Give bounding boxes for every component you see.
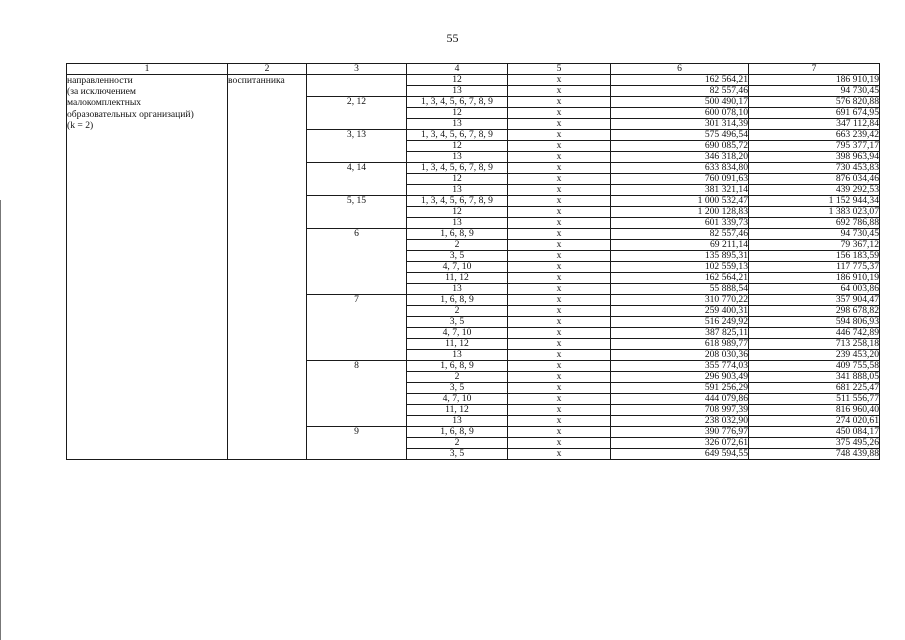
value-col7-cell: 1 152 944,34 — [749, 196, 880, 207]
value-col7-cell: 594 806,93 — [749, 317, 880, 328]
value-col6-cell: 310 770,22 — [611, 295, 749, 306]
value-col6-cell: 708 997,39 — [611, 405, 749, 416]
table-row — [67, 75, 880, 86]
value-col7-cell: 446 742,89 — [749, 328, 880, 339]
mark-cell: х — [508, 295, 611, 306]
mark-cell: х — [508, 372, 611, 383]
value-col7-cell: 730 453,83 — [749, 163, 880, 174]
age-group-cell: 1, 3, 4, 5, 6, 7, 8, 9 — [407, 196, 508, 207]
value-col6-cell: 1 000 532,47 — [611, 196, 749, 207]
age-group-cell: 13 — [407, 218, 508, 229]
value-col6-cell: 601 339,73 — [611, 218, 749, 229]
age-group-cell: 3, 5 — [407, 383, 508, 394]
value-col7-cell: 692 786,88 — [749, 218, 880, 229]
value-col6-cell: 600 078,10 — [611, 108, 749, 119]
age-group-cell: 4, 7, 10 — [407, 394, 508, 405]
value-col6-cell: 591 256,29 — [611, 383, 749, 394]
age-group-cell: 1, 3, 4, 5, 6, 7, 8, 9 — [407, 97, 508, 108]
value-col7-cell: 375 495,26 — [749, 438, 880, 449]
value-col7-cell: 398 963,94 — [749, 152, 880, 163]
pupil-category-cell: воспитанника — [228, 75, 307, 460]
value-col7-cell: 298 678,82 — [749, 306, 880, 317]
value-col7-cell: 748 439,88 — [749, 449, 880, 460]
value-col6-cell: 162 564,21 — [611, 273, 749, 284]
value-col7-cell: 239 453,20 — [749, 350, 880, 361]
header-cell-2: 2 — [228, 64, 307, 75]
group-code-cell: 8 — [307, 361, 407, 427]
value-col7-cell: 79 367,12 — [749, 240, 880, 251]
value-col7-cell: 94 730,45 — [749, 86, 880, 97]
value-col7-cell: 576 820,88 — [749, 97, 880, 108]
value-col6-cell: 444 079,86 — [611, 394, 749, 405]
value-col7-cell: 409 755,58 — [749, 361, 880, 372]
mark-cell: х — [508, 273, 611, 284]
mark-cell: х — [508, 361, 611, 372]
value-col6-cell: 1 200 128,83 — [611, 207, 749, 218]
value-col7-cell: 816 960,40 — [749, 405, 880, 416]
group-code-cell: 6 — [307, 229, 407, 295]
mark-cell: х — [508, 218, 611, 229]
value-col6-cell: 516 249,92 — [611, 317, 749, 328]
value-col7-cell: 876 034,46 — [749, 174, 880, 185]
value-col6-cell: 575 496,54 — [611, 130, 749, 141]
value-col6-cell: 82 557,46 — [611, 229, 749, 240]
value-col6-cell: 69 211,14 — [611, 240, 749, 251]
value-col6-cell: 633 834,80 — [611, 163, 749, 174]
age-group-cell: 12 — [407, 75, 508, 86]
mark-cell: х — [508, 152, 611, 163]
value-col7-cell: 341 888,05 — [749, 372, 880, 383]
value-col6-cell: 649 594,55 — [611, 449, 749, 460]
mark-cell: х — [508, 196, 611, 207]
value-col7-cell: 186 910,19 — [749, 273, 880, 284]
header-cell-3: 3 — [307, 64, 407, 75]
age-group-cell: 2 — [407, 438, 508, 449]
mark-cell: х — [508, 262, 611, 273]
age-group-cell: 12 — [407, 174, 508, 185]
program-description-cell — [67, 75, 228, 460]
value-col7-cell: 1 383 023,07 — [749, 207, 880, 218]
value-col7-cell: 663 239,42 — [749, 130, 880, 141]
mark-cell: х — [508, 416, 611, 427]
mark-cell: х — [508, 350, 611, 361]
age-group-cell: 11, 12 — [407, 339, 508, 350]
value-col6-cell: 500 490,17 — [611, 97, 749, 108]
value-col7-cell: 439 292,53 — [749, 185, 880, 196]
value-col6-cell: 55 888,54 — [611, 284, 749, 295]
value-col7-cell: 713 258,18 — [749, 339, 880, 350]
header-cell-1: 1 — [67, 64, 228, 75]
age-group-cell: 12 — [407, 141, 508, 152]
value-col6-cell: 326 072,61 — [611, 438, 749, 449]
program-description-line: (за исключением — [67, 86, 136, 98]
program-description-line: (k = 2) — [67, 119, 94, 131]
tariff-table — [66, 63, 880, 460]
mark-cell: х — [508, 394, 611, 405]
mark-cell: х — [508, 207, 611, 218]
group-code-cell: 5, 15 — [307, 196, 407, 229]
mark-cell: х — [508, 185, 611, 196]
value-col6-cell: 135 895,31 — [611, 251, 749, 262]
value-col7-cell: 357 904,47 — [749, 295, 880, 306]
header-row — [67, 64, 880, 75]
program-description-line: малокомплектных — [67, 97, 142, 109]
value-col7-cell: 274 020,61 — [749, 416, 880, 427]
mark-cell: х — [508, 251, 611, 262]
age-group-cell: 2 — [407, 372, 508, 383]
age-group-cell: 3, 5 — [407, 251, 508, 262]
mark-cell: х — [508, 86, 611, 97]
mark-cell: х — [508, 163, 611, 174]
age-group-cell: 3, 5 — [407, 317, 508, 328]
mark-cell: х — [508, 108, 611, 119]
age-group-cell: 4, 7, 10 — [407, 262, 508, 273]
mark-cell: х — [508, 306, 611, 317]
header-cell-7: 7 — [749, 64, 880, 75]
mark-cell: х — [508, 240, 611, 251]
age-group-cell: 13 — [407, 152, 508, 163]
mark-cell: х — [508, 119, 611, 130]
value-col6-cell: 301 314,39 — [611, 119, 749, 130]
value-col6-cell: 296 903,49 — [611, 372, 749, 383]
value-col6-cell: 387 825,11 — [611, 328, 749, 339]
mark-cell: х — [508, 229, 611, 240]
value-col7-cell: 511 556,77 — [749, 394, 880, 405]
mark-cell: х — [508, 97, 611, 108]
age-group-cell: 11, 12 — [407, 405, 508, 416]
value-col6-cell: 346 318,20 — [611, 152, 749, 163]
header-cell-5: 5 — [508, 64, 611, 75]
age-group-cell: 11, 12 — [407, 273, 508, 284]
age-group-cell: 1, 6, 8, 9 — [407, 427, 508, 438]
age-group-cell: 13 — [407, 284, 508, 295]
mark-cell: х — [508, 328, 611, 339]
header-cell-6: 6 — [611, 64, 749, 75]
mark-cell: х — [508, 438, 611, 449]
age-group-cell: 13 — [407, 350, 508, 361]
mark-cell: х — [508, 130, 611, 141]
value-col7-cell: 94 730,45 — [749, 229, 880, 240]
program-description-line: направленности — [67, 75, 133, 86]
age-group-cell: 13 — [407, 416, 508, 427]
age-group-cell: 12 — [407, 207, 508, 218]
mark-cell: х — [508, 339, 611, 350]
value-col7-cell: 186 910,19 — [749, 75, 880, 86]
mark-cell: х — [508, 449, 611, 460]
value-col7-cell: 156 183,59 — [749, 251, 880, 262]
mark-cell: х — [508, 383, 611, 394]
value-col6-cell: 208 030,36 — [611, 350, 749, 361]
group-code-cell: 9 — [307, 427, 407, 460]
age-group-cell: 13 — [407, 119, 508, 130]
value-col6-cell: 390 776,97 — [611, 427, 749, 438]
value-col7-cell: 450 084,17 — [749, 427, 880, 438]
age-group-cell: 1, 3, 4, 5, 6, 7, 8, 9 — [407, 163, 508, 174]
age-group-cell: 4, 7, 10 — [407, 328, 508, 339]
group-code-cell — [307, 75, 407, 97]
mark-cell: х — [508, 317, 611, 328]
age-group-cell: 13 — [407, 86, 508, 97]
value-col7-cell: 681 225,47 — [749, 383, 880, 394]
value-col7-cell: 691 674,95 — [749, 108, 880, 119]
age-group-cell: 12 — [407, 108, 508, 119]
group-code-cell: 2, 12 — [307, 97, 407, 130]
mark-cell: х — [508, 427, 611, 438]
group-code-cell: 3, 13 — [307, 130, 407, 163]
value-col6-cell: 760 091,63 — [611, 174, 749, 185]
header-cell-4: 4 — [407, 64, 508, 75]
scan-edge-line — [0, 200, 1, 640]
age-group-cell: 2 — [407, 306, 508, 317]
program-description-line: образовательных организаций) — [67, 108, 194, 120]
mark-cell: х — [508, 405, 611, 416]
group-code-cell: 4, 14 — [307, 163, 407, 196]
value-col7-cell: 64 003,86 — [749, 284, 880, 295]
value-col6-cell: 238 032,90 — [611, 416, 749, 427]
value-col6-cell: 381 321,14 — [611, 185, 749, 196]
age-group-cell: 1, 3, 4, 5, 6, 7, 8, 9 — [407, 130, 508, 141]
tariff-table-body — [67, 64, 880, 460]
value-col6-cell: 162 564,21 — [611, 75, 749, 86]
value-col6-cell: 355 774,03 — [611, 361, 749, 372]
mark-cell: х — [508, 75, 611, 86]
age-group-cell: 1, 6, 8, 9 — [407, 361, 508, 372]
value-col6-cell: 618 989,77 — [611, 339, 749, 350]
age-group-cell: 1, 6, 8, 9 — [407, 229, 508, 240]
value-col6-cell: 690 085,72 — [611, 141, 749, 152]
group-code-cell: 7 — [307, 295, 407, 361]
mark-cell: х — [508, 141, 611, 152]
value-col6-cell: 259 400,31 — [611, 306, 749, 317]
value-col6-cell: 82 557,46 — [611, 86, 749, 97]
value-col7-cell: 795 377,17 — [749, 141, 880, 152]
mark-cell: х — [508, 284, 611, 295]
value-col6-cell: 102 559,13 — [611, 262, 749, 273]
value-col7-cell: 117 775,37 — [749, 262, 880, 273]
age-group-cell: 2 — [407, 240, 508, 251]
age-group-cell: 1, 6, 8, 9 — [407, 295, 508, 306]
value-col7-cell: 347 112,84 — [749, 119, 880, 130]
age-group-cell: 13 — [407, 185, 508, 196]
age-group-cell: 3, 5 — [407, 449, 508, 460]
mark-cell: х — [508, 174, 611, 185]
page-number: 55 — [446, 31, 459, 45]
